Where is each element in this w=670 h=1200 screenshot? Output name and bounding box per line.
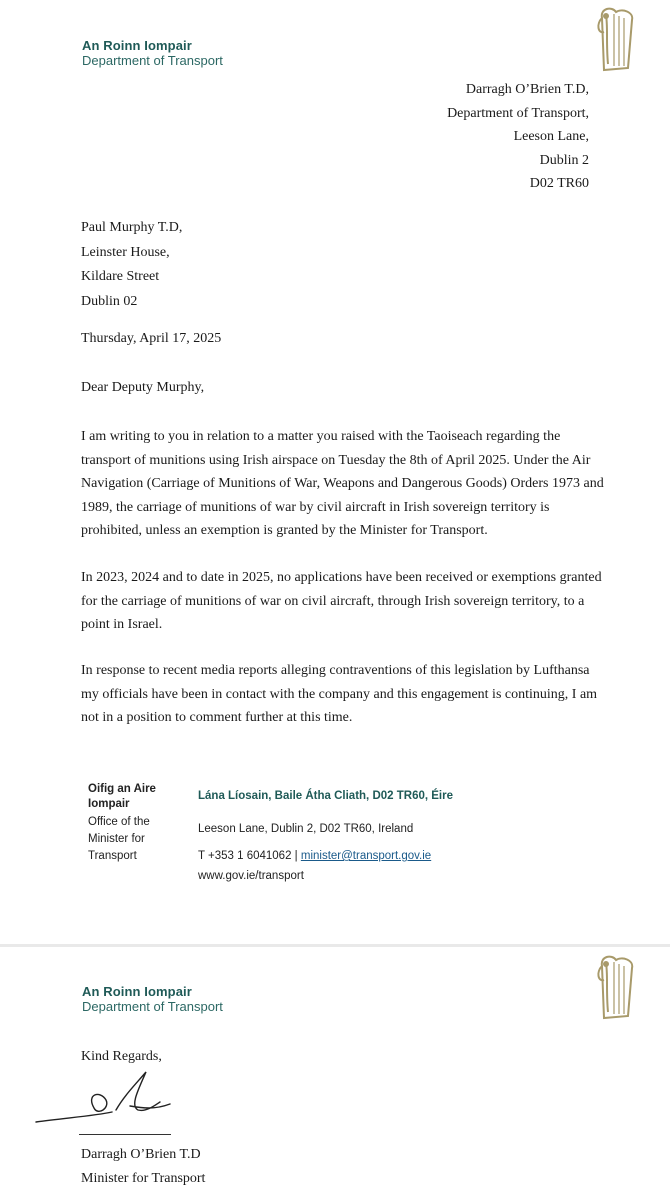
sender-line: Leeson Lane, [513,129,589,145]
body-line: transport of munitions using Irish airspace on Tuesday the 8th of April 2025. Under the Air [81,452,591,468]
harp-emblem-icon [592,952,638,1024]
body-line: In 2023, 2024 and to date in 2025, no applications have been received or exemptions granted [81,570,602,585]
sender-line: Department of Transport, [447,105,589,121]
sender-address [447,78,589,196]
office-website[interactable]: www.gov.ie/transport [198,870,304,882]
body-line: point in Israel. [81,617,163,632]
department-logo [82,38,223,68]
office-address-irish: Lána Líosain, Baile Átha Cliath, D02 TR60, Éire [198,790,453,802]
office-name-irish: Oifig an Aire Iompair [88,783,156,810]
office-address-english: Leeson Lane, Dublin 2, D02 TR60, Ireland [198,823,414,835]
sender-line: D02 TR60 [529,176,589,192]
signatory-block [81,1143,205,1191]
body-line: In response to recent media reports alleging contraventions of this legislation by Lufthansa [81,663,590,678]
recipient-line: Dublin 02 [81,293,138,309]
body-line: 1989, the carriage of munitions of war by civil aircraft in Irish sovereign territory is [81,499,550,515]
recipient-address [81,216,182,314]
page-divider [0,944,670,947]
recipient-line: Kildare Street [81,269,160,285]
body-line: prohibited, unless an exemption is granted by the Minister for Transport. [81,523,488,538]
recipient-line: Leinster House, [81,244,170,260]
body-line: I am writing to you in relation to a matter you raised with the Taoiseach regarding the [81,429,561,444]
office-email-link[interactable]: minister@transport.gov.ie [300,850,432,862]
office-contact [198,850,431,862]
body-paragraph-1 [81,425,641,543]
letter-date: Thursday, April 17, 2025 [81,331,222,346]
dept-name-irish: An Roinn Iompair [82,38,192,53]
signatory-title: Minister for Transport [81,1171,206,1186]
body-line: not in a position to comment further at this time. [81,710,353,725]
harp-emblem-icon [592,4,638,76]
body-line: my officials have been in contact with the company and this engagement is continuing, I am [81,686,598,702]
sender-line: Dublin 2 [539,152,589,168]
signature-line [79,1134,171,1135]
department-logo-page-2 [82,984,223,1014]
dept-name-english: Department of Transport [82,53,223,68]
closing-text: Kind Regards, [81,1049,162,1064]
body-line: for the carriage of munitions of war on civil aircraft, through Irish sovereign territory, to a [81,593,585,609]
salutation: Dear Deputy Murphy, [81,380,205,395]
office-name-english: Office of the Minister for Transport [88,816,150,862]
dept-name-english: Department of Transport [82,999,223,1014]
signatory-name: Darragh O’Brien T.D [81,1147,201,1162]
body-line: Navigation (Carriage of Munitions of War, Weapons and Dangerous Goods) Orders 1973 and [81,476,604,491]
recipient-line: Paul Murphy T.D, [81,220,183,235]
sender-line: Darragh O’Brien T.D, [465,82,589,97]
office-phone: T +353 1 6041062 | [198,850,298,862]
body-paragraph-2 [81,566,641,637]
signature-icon [34,1066,194,1136]
body-paragraph-3 [81,659,641,730]
dept-name-irish: An Roinn Iompair [82,984,192,999]
